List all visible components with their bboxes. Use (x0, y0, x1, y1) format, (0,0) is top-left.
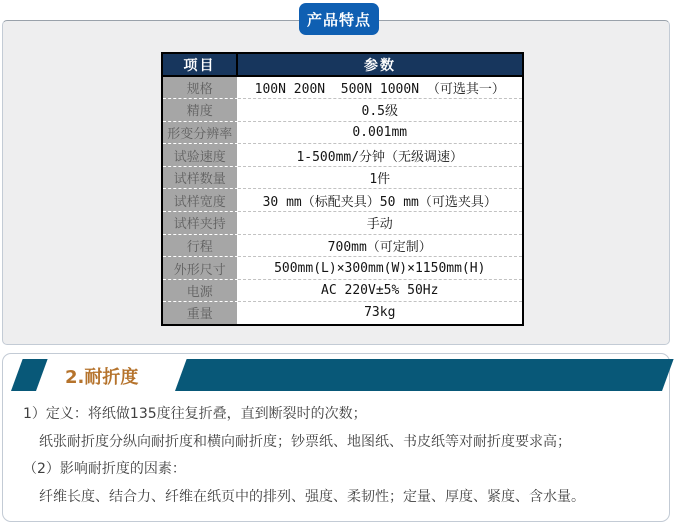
note-line: 1）定义：将纸做135度往复折叠，直到断裂时的次数； (23, 406, 367, 422)
spec-item-label: 精度 (162, 99, 237, 122)
table-row (162, 212, 523, 235)
spec-item-label: 试样夹持 (162, 212, 237, 235)
table-row (162, 189, 523, 212)
section-band (175, 359, 674, 391)
column-header-param: 参数 (237, 53, 523, 76)
section-band-accent (11, 359, 48, 391)
table-header-row (162, 53, 523, 76)
spec-table-head (162, 53, 523, 76)
spec-table-body (162, 76, 523, 325)
spec-item-value: 手动 (237, 212, 523, 235)
table-row (162, 121, 523, 144)
spec-item-label: 重量 (162, 302, 237, 325)
spec-item-label: 形变分辨率 (162, 121, 237, 144)
product-features-badge[interactable] (299, 3, 379, 35)
spec-panel (2, 20, 670, 345)
spec-item-value: 700mm（可定制） (237, 234, 523, 257)
note-line: 纤维长度、结合力、纤维在纸页中的排列、强度、柔韧性；定量、厚度、紧度、含水量。 (39, 488, 585, 505)
table-row (162, 234, 523, 257)
spec-item-label: 行程 (162, 234, 237, 257)
spec-item-label: 电源 (162, 279, 237, 302)
spec-item-value: AC 220V±5% 50Hz (237, 279, 523, 302)
table-row (162, 257, 523, 280)
spec-item-label: 规格 (162, 76, 237, 99)
table-row (162, 99, 523, 122)
spec-item-value: 73kg (237, 302, 523, 325)
spec-table (161, 52, 524, 326)
spec-item-value: 0.5级 (237, 99, 523, 122)
spec-item-label: 试样数量 (162, 166, 237, 189)
table-row (162, 302, 523, 325)
spec-item-value: 30 mm（标配夹具）50 mm（可选夹具） (237, 189, 523, 212)
spec-item-value: 0.001mm (237, 121, 523, 144)
column-header-item: 项目 (162, 53, 237, 76)
spec-item-value: 100N 200N 500N 1000N （可选其一） (237, 76, 523, 99)
spec-item-label: 外形尺寸 (162, 257, 237, 280)
spec-item-label: 试验速度 (162, 144, 237, 167)
table-row (162, 144, 523, 167)
section-title: 2.耐折度 (65, 367, 139, 388)
notes (23, 404, 653, 514)
table-row (162, 76, 523, 99)
spec-item-label: 试样宽度 (162, 189, 237, 212)
spec-item-value: 500mm(L)×300mm(W)×1150mm(H) (237, 257, 523, 280)
product-features-badge-label: 产品特点 (306, 10, 371, 29)
table-row (162, 279, 523, 302)
table-row (162, 166, 523, 189)
note-line: 纸张耐折度分纵向耐折度和横向耐折度；钞票纸、地图纸、书皮纸等对耐折度要求高； (39, 433, 571, 450)
note-line: （2）影响耐折度的因素： (23, 461, 186, 477)
spec-item-value: 1件 (237, 166, 523, 189)
folding-endurance-panel (2, 353, 670, 522)
spec-item-value: 1-500mm/分钟（无级调速） (237, 144, 523, 167)
